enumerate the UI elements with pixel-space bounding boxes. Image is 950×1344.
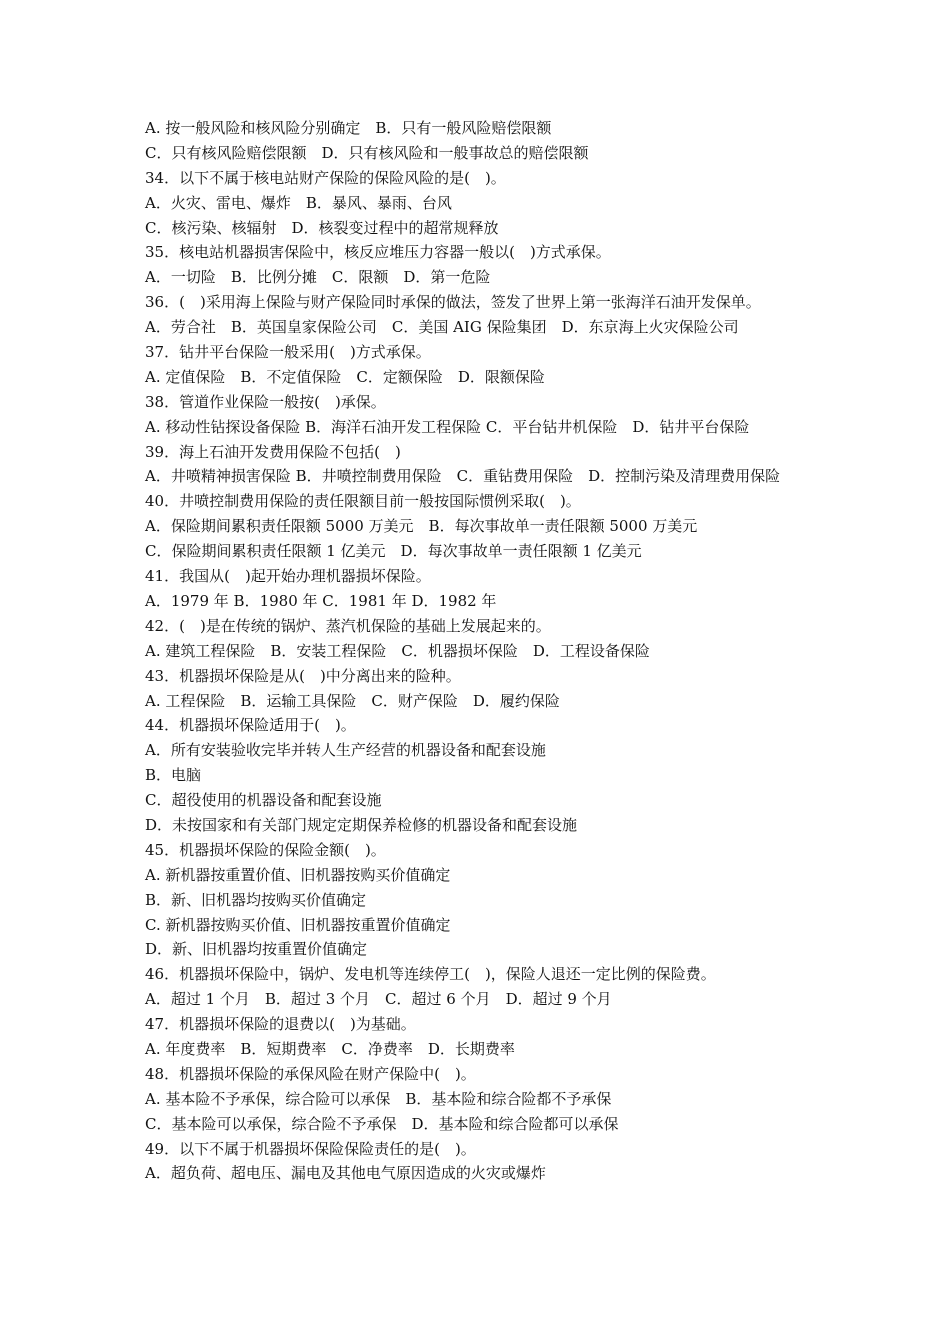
question-34: 34．以下不属于核电站财产保险的保险风险的是( )。: [145, 168, 506, 187]
question-41: 41．我国从( )起开始办理机器损坏保险。: [145, 567, 431, 586]
text-line: C．保险期间累积责任限额 1 亿美元 D．每次事故单一责任限额 1 亿美元: [145, 542, 642, 561]
text-line: B．新、旧机器均按购买价值确定: [145, 890, 367, 909]
text-line: A．超过 1 个月 B．超过 3 个月 C．超过 6 个月 D．超过 9 个月: [145, 990, 612, 1009]
question-36: 36．( )采用海上保险与财产保险同时承保的做法，签发了世界上第一张海洋石油开发保单。: [145, 293, 761, 312]
text-line: A．1979 年 B．1980 年 C．1981 年 D．1982 年: [145, 591, 497, 610]
question-35: 35．核电站机器损害保险中，核反应堆压力容器一般以( )方式承保。: [145, 243, 611, 262]
question-46: 46．机器损坏保险中，锅炉、发电机等连续停工( )，保险人退还一定比例的保险费。: [145, 965, 716, 984]
text-line: A. 建筑工程保险 B．安装工程保险 C．机器损坏保险 D．工程设备保险: [145, 641, 650, 660]
text-line: B．电脑: [145, 766, 202, 785]
text-line: A. 定值保险 B．不定值保险 C．定额保险 D．限额保险: [145, 367, 545, 386]
text-line: A．劳合社 B．英国皇家保险公司 C．美国 AIG 保险集团 D．东京海上火灾保险公司: [145, 318, 739, 337]
document-body: [145, 116, 815, 1186]
text-line: C．核污染、核辐射 D．核裂变过程中的超常规释放: [145, 218, 499, 237]
question-47: 47．机器损坏保险的退费以( )为基础。: [145, 1015, 416, 1034]
text-line: A．保险期间累积责任限额 5000 万美元 B．每次事故单一责任限额 5000 万美元: [145, 517, 698, 536]
question-45: 45．机器损坏保险的保险金额( )。: [145, 840, 386, 859]
text-line: A．一切险 B．比例分摊 C．限额 D．第一危险: [145, 268, 491, 287]
text-line: A. 年度费率 B．短期费率 C．净费率 D．长期费率: [145, 1039, 515, 1058]
question-43: 43．机器损坏保险是从( )中分离出来的险种。: [145, 666, 461, 685]
text-line: A．所有安装验收完毕并转人生产经营的机器设备和配套设施: [145, 741, 546, 760]
question-38: 38．管道作业保险一般按( )承保。: [145, 392, 386, 411]
question-39: 39．海上石油开发费用保险不包括( ): [145, 442, 401, 461]
text-line: A．火灾、雷电、爆炸 B．暴风、暴雨、台风: [145, 193, 452, 212]
question-37: 37．钻井平台保险一般采用( )方式承保。: [145, 343, 431, 362]
text-line: A. 新机器按重置价值、旧机器按购买价值确定: [145, 865, 451, 884]
text-line: A．超负荷、超电压、漏电及其他电气原因造成的火灾或爆炸: [145, 1164, 546, 1183]
text-line: A. 工程保险 B．运输工具保险 C．财产保险 D．履约保险: [145, 691, 560, 710]
text-line: C．只有核风险赔偿限额 D．只有核风险和一般事故总的赔偿限额: [145, 143, 589, 162]
question-40: 40．井喷控制费用保险的责任限额目前一般按国际惯例采取( )。: [145, 492, 581, 511]
text-line: A．井喷精神损害保险 B．井喷控制费用保险 C．重钻费用保险 D．控制污染及清理费用保险: [145, 467, 781, 486]
text-line: C．基本险可以承保，综合险不予承保 D．基本险和综合险都可以承保: [145, 1114, 619, 1133]
text-line: D．新、旧机器均按重置价值确定: [145, 940, 368, 959]
text-line: A. 移动性钻探设备保险 B．海洋石油开发工程保险 C．平台钻井机保险 D．钻井平台保险: [145, 417, 750, 436]
text-line: C．超役使用的机器设备和配套设施: [145, 791, 382, 810]
text-line: D．未按国家和有关部门规定定期保养检修的机器设备和配套设施: [145, 815, 578, 834]
text-line: C. 新机器按购买价值、旧机器按重置价值确定: [145, 915, 451, 934]
question-48: 48．机器损坏保险的承保风险在财产保险中( )。: [145, 1064, 476, 1083]
question-44: 44．机器损坏保险适用于( )。: [145, 716, 356, 735]
text-line: A. 基本险不予承保，综合险可以承保 B．基本险和综合险都不予承保: [145, 1089, 612, 1108]
question-49: 49．以下不属于机器损坏保险保险责任的是( )。: [145, 1139, 476, 1158]
question-42: 42．( )是在传统的锅炉、蒸汽机保险的基础上发展起来的。: [145, 616, 551, 635]
text-line: A. 按一般风险和核风险分别确定 B．只有一般风险赔偿限额: [145, 119, 552, 137]
